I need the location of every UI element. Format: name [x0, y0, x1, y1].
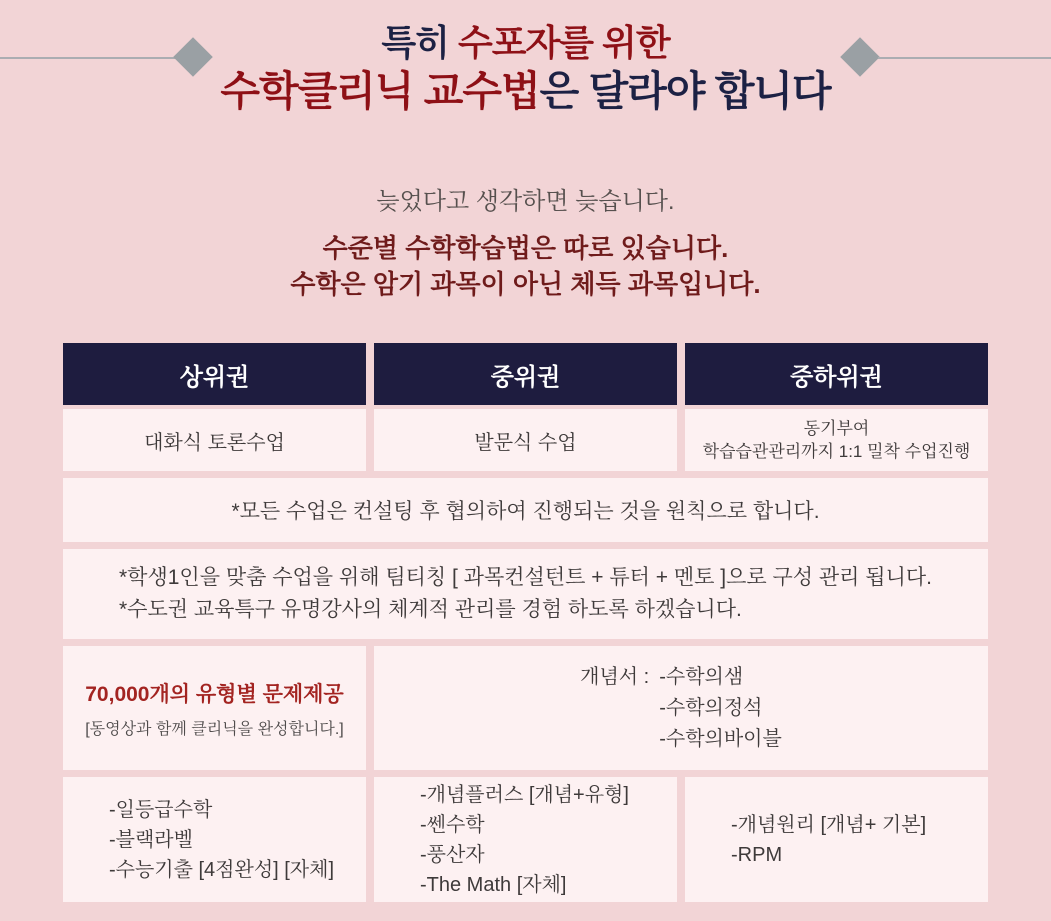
page-title	[0, 20, 1051, 116]
intro-line2: 수준별 수학학습법은 따로 있습니다.	[322, 233, 729, 263]
table-header-row	[63, 343, 988, 405]
book-item: -개념원리 [개념+ 기본]	[731, 813, 927, 836]
method-low-line2: 학습습관관리까지 1:1 밀착 수업진행	[702, 442, 971, 461]
book-item: -풍산자	[420, 843, 485, 866]
header-cell-top-tier: 상위권	[63, 343, 366, 405]
book-item: -수능기출 [4점완성] [자체]	[109, 858, 335, 881]
note2-line2: *수도권 교육특구 유명강사의 체계적 관리를 경험 하도록 하겠습니다.	[118, 598, 742, 621]
note2-line1: *학생1인을 맞춤 수업을 위해 팀티칭 [ 과목컨설턴트 + 튜터 + 멘토 ]으로 구성 관리 됩니다.	[118, 566, 932, 589]
table-row-note2	[63, 549, 988, 639]
books-cell-top-tier	[63, 777, 366, 902]
concept-books-list	[659, 662, 782, 755]
method-low-line1: 동기부여	[803, 419, 870, 438]
title-segment-red: 수학클리닉 교수법	[220, 68, 540, 114]
intro-line3: 수학은 암기 과목이 아닌 체득 과목입니다.	[290, 269, 761, 299]
concept-books-block	[580, 662, 782, 755]
concept-book-item: -수학의정석	[659, 696, 763, 719]
note1-cell: *모든 수업은 컨설팅 후 협의하여 진행되는 것을 원칙으로 합니다.	[63, 478, 988, 542]
book-list-mid	[420, 780, 629, 900]
problems-cell	[63, 646, 366, 770]
table-row-methods	[63, 409, 988, 471]
intro-line1: 늦었다고 생각하면 늦습니다.	[376, 188, 675, 215]
concept-books-cell	[374, 646, 988, 770]
concept-book-item: -수학의샘	[659, 665, 744, 688]
method-cell-mid: 발문식 수업	[374, 409, 677, 471]
method-cell-top: 대화식 토론수업	[63, 409, 366, 471]
book-item: -RPM	[731, 843, 783, 866]
book-list-low	[731, 810, 926, 870]
book-list-top	[109, 795, 334, 885]
note2-cell	[63, 549, 988, 639]
book-item: -쎈수학	[420, 813, 485, 836]
table-row-book-lists	[63, 777, 988, 902]
levels-table	[63, 343, 988, 909]
book-item: -The Math [자체]	[420, 873, 567, 896]
book-item: -블랙라벨	[109, 828, 193, 851]
book-item: -개념플러스 [개념+유형]	[420, 783, 629, 806]
concept-book-item: -수학의바이블	[659, 727, 782, 750]
intro-text	[0, 181, 1051, 302]
table-row-problems-concepts	[63, 646, 988, 770]
method-cell-low	[685, 409, 988, 471]
problems-subtitle: [동영상과 함께 클리닉을 완성합니다.]	[85, 720, 344, 738]
table-row-note1	[63, 478, 988, 542]
page-title-line2	[0, 66, 1051, 116]
book-item: -일등급수학	[109, 798, 213, 821]
page-title-line1	[0, 20, 1051, 66]
problems-title: 70,000개의 유형별 문제제공	[85, 682, 344, 706]
header-cell-mid-tier: 중위권	[374, 343, 677, 405]
header-cell-low-tier: 중하위권	[685, 343, 988, 405]
title-segment-navy: 특히	[381, 22, 458, 63]
title-segment-navy: 은 달라야 합니다	[539, 68, 831, 114]
concept-books-prefix: 개념서 :	[580, 665, 650, 688]
books-cell-low-tier	[685, 777, 988, 902]
title-segment-red: 수포자를 위한	[457, 22, 670, 63]
books-cell-mid-tier	[374, 777, 677, 902]
note2-text-block	[119, 562, 932, 626]
